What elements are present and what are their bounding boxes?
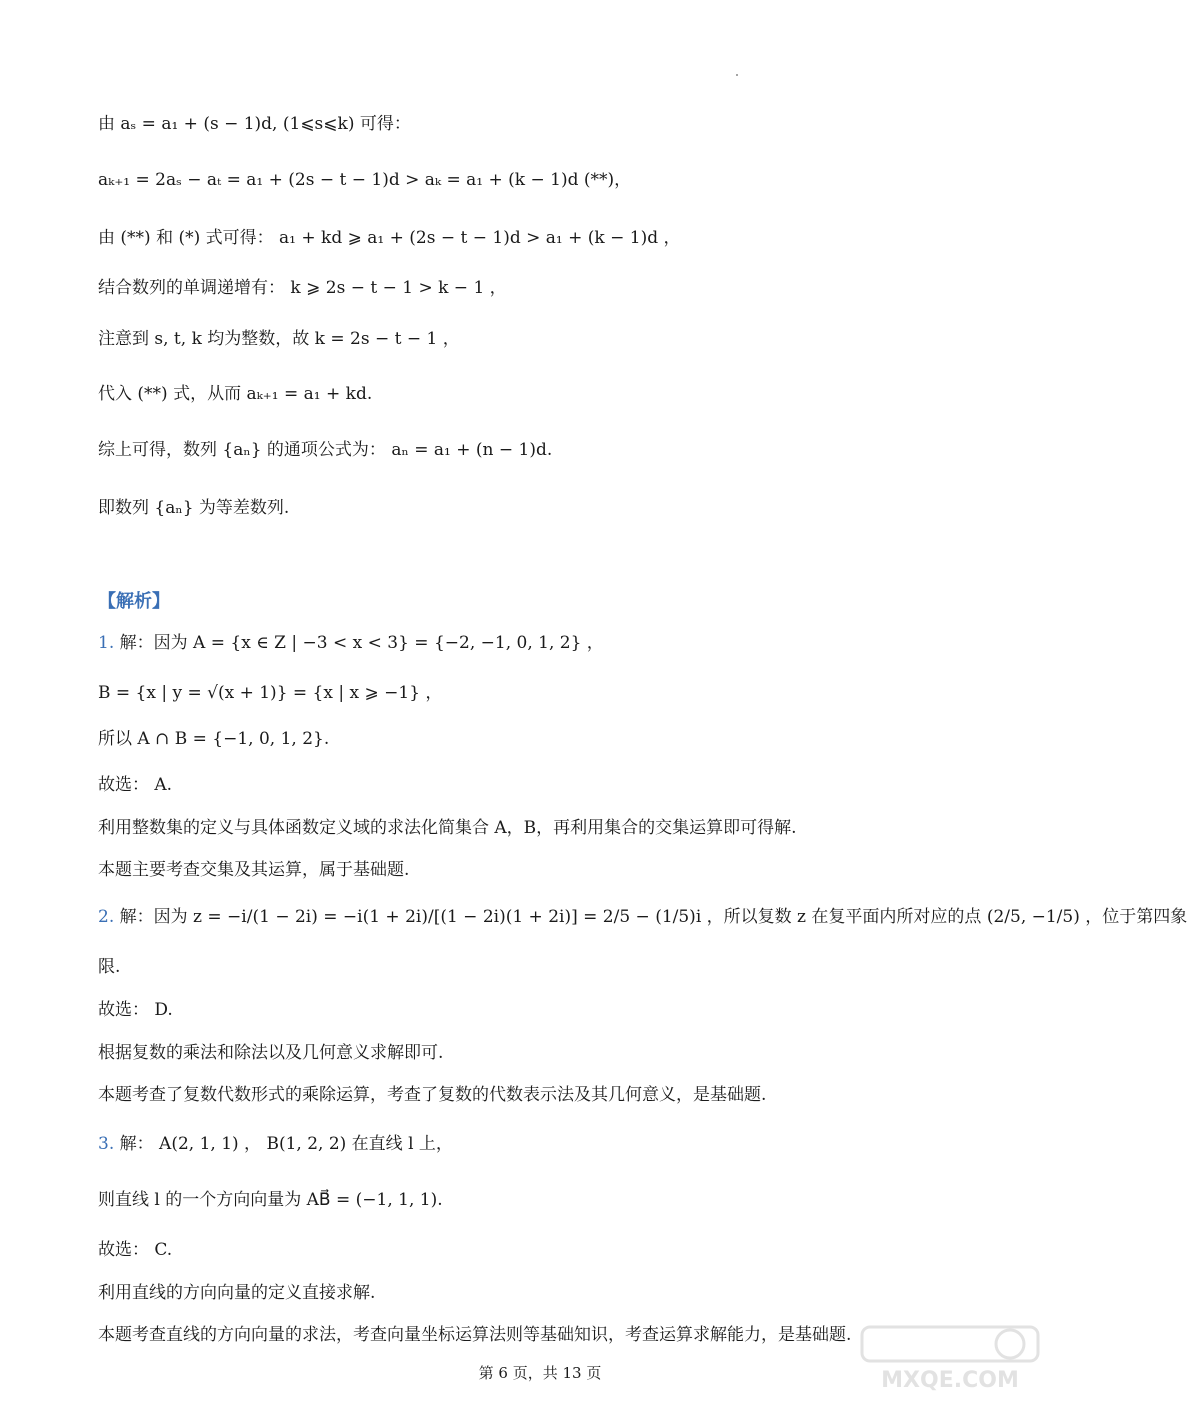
proof-line-3: 由 (**) 和 (*) 式可得： a₁ + kd ⩾ a₁ + (2s − t − 1)d > a₁ + (k − 1)d ， — [98, 228, 681, 248]
q1-text-1: 解：因为 A = {x ∈ Z | −3 < x < 3} = {−2, −1, 0, 1, 2} ， — [119, 633, 604, 653]
q1-line-3: 所以 A ∩ B = {−1, 0, 1, 2}. — [98, 729, 330, 749]
q2-line-4: 根据复数的乘法和除法以及几何意义求解即可. — [98, 1043, 444, 1063]
proof-line-7: 综上可得，数列 {aₙ} 的通项公式为： aₙ = a₁ + (n − 1)d. — [98, 440, 553, 460]
q3-line-2: 则直线 l 的一个方向向量为 AB⃗ = (−1, 1, 1). — [98, 1190, 443, 1210]
stray-dot — [736, 74, 738, 76]
proof-line-1: 由 aₛ = a₁ + (s − 1)d, (1⩽s⩽k) 可得： — [98, 114, 411, 134]
q2-text-1: 解：因为 z = −i/(1 − 2i) = −i(1 + 2i)/[(1 − 2i)(1 + 2i)] = 2/5 − (1/5)i ，所以复数 z 在复平面内所对应的点 (2/5, −1/5) ，位于第四象 — [119, 907, 1187, 927]
q3-line-4: 利用直线的方向向量的定义直接求解. — [98, 1283, 376, 1303]
page-footer: 第 6 页，共 13 页 — [478, 1364, 602, 1382]
section-title: 【解析】 — [98, 591, 170, 612]
q2-line-3: 故选： D. — [98, 1000, 173, 1020]
watermark-text: MXQE.COM — [881, 1368, 1019, 1393]
q2-line-2: 限. — [98, 957, 121, 977]
proof-line-6: 代入 (**) 式，从而 aₖ₊₁ = a₁ + kd. — [98, 384, 373, 404]
q2-line-1 — [98, 905, 1187, 929]
proof-line-4: 结合数列的单调递增有： k ⩾ 2s − t − 1 > k − 1 ， — [98, 278, 507, 298]
q1-line-2: B = {x | y = √(x + 1)} = {x | x ⩾ −1} ， — [98, 683, 443, 703]
watermark-svg — [860, 1323, 1040, 1393]
watermark-logo — [860, 1323, 1040, 1393]
proof-line-5: 注意到 s, t, k 均为整数，故 k = 2s − t − 1 ， — [98, 329, 460, 349]
q1-number: 1. — [98, 633, 115, 653]
proof-line-8: 即数列 {aₙ} 为等差数列. — [98, 498, 290, 518]
proof-line-2: aₖ₊₁ = 2aₛ − aₜ = a₁ + (2s − t − 1)d > aₖ = a₁ + (k − 1)d (**)， — [98, 170, 632, 190]
q2-line-5: 本题考查了复数代数形式的乘除运算，考查了复数的代数表示法及其几何意义，是基础题. — [98, 1085, 767, 1105]
q3-line-5: 本题考查直线的方向向量的求法，考查向量坐标运算法则等基础知识，考查运算求解能力，是基础题. — [98, 1325, 852, 1345]
q2-number: 2. — [98, 907, 115, 927]
q3-line-1 — [98, 1132, 453, 1156]
q1-line-6: 本题主要考查交集及其运算，属于基础题. — [98, 860, 410, 880]
q3-text-1: 解： A(2, 1, 1) ， B(1, 2, 2) 在直线 l 上， — [119, 1134, 453, 1154]
q3-number: 3. — [98, 1134, 115, 1154]
q1-line-4: 故选： A. — [98, 775, 173, 795]
q3-line-3: 故选： C. — [98, 1240, 173, 1260]
q1-line-5: 利用整数集的定义与具体函数定义域的求法化简集合 A，B，再利用集合的交集运算即可得解. — [98, 818, 797, 838]
q1-line-1 — [98, 631, 604, 655]
